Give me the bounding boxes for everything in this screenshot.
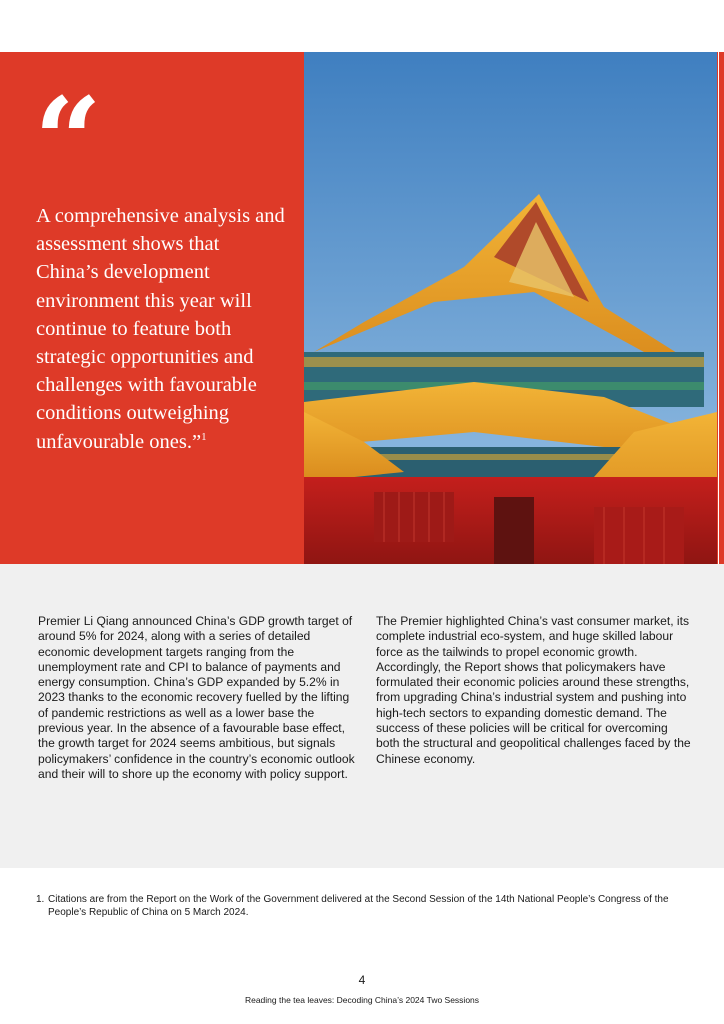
pull-quote-text: A comprehensive analysis and assessment shows that China’s development environment this year will continue to feature both strategic opportunities and challenges with favourable conditions outweighing unfavourable ones.” xyxy=(36,205,285,453)
palace-photo xyxy=(304,52,717,564)
body-column-left: Premier Li Qiang announced China’s GDP growth target of around 5% for 2024, along with a series of detailed economic development targets ranging from the unemployment rate and CPI to balance of payments and energy consumption. China’s GDP expanded by 5.2% in 2023 thanks to the economic recovery fuelled by the lifting of pandemic restrictions as well as a lower base the previous year. In the absence of a favourable base effect, the growth target for 2024 seems ambitious, but signals policymakers’ confidence in the country’s economic outlook and their will to shore up the economy with policy support. xyxy=(38,614,355,781)
accent-edge-strip xyxy=(717,52,724,564)
body-column-right: The Premier highlighted China’s vast consumer market, its complete industrial eco-system, and huge skilled labour force as the tailwinds to propel economic growth. Accordingly, the Report shows that policymakers have formulated their economic policies around these strengths, from upgrading China’s industrial system and pushing into high-tech sectors to expanding domestic demand. The success of these policies will be critical for overcoming both the structural and geopolitical challenges faced by the Chinese economy. xyxy=(376,614,691,766)
footnote-number: 1. xyxy=(36,894,45,905)
footnote xyxy=(36,893,676,919)
palace-illustration xyxy=(304,52,717,564)
page-number: 4 xyxy=(358,973,366,987)
quote-mark-icon: “ xyxy=(34,71,102,210)
pull-quote xyxy=(36,202,286,456)
hero-section xyxy=(0,52,724,564)
quote-panel xyxy=(0,52,304,564)
body-text-band xyxy=(0,564,724,868)
footnote-reference: 1 xyxy=(201,430,207,443)
running-title: Reading the tea leaves: Decoding China’s 2024 Two Sessions xyxy=(244,995,480,1005)
footnote-text: Citations are from the Report on the Work of the Government delivered at the Second Session of the 14th National People’s Congress of the People’s Republic of China on 5 March 2024. xyxy=(48,894,669,918)
